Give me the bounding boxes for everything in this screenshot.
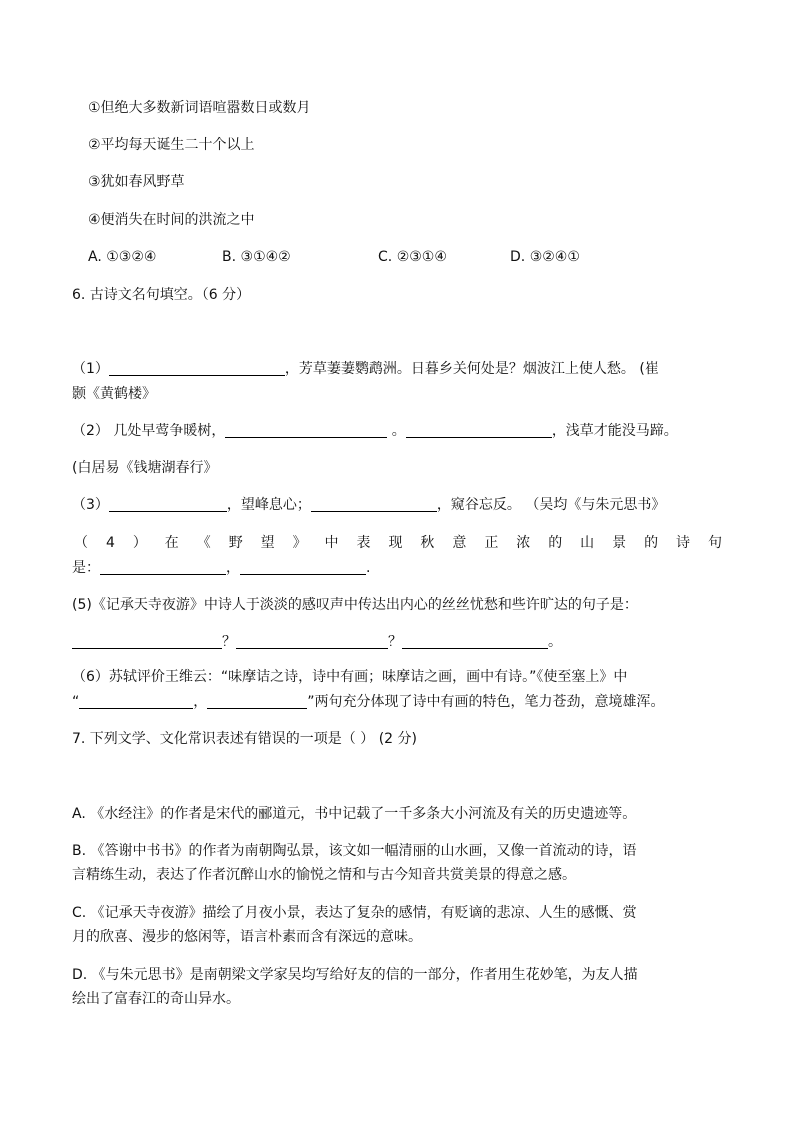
answer-blank[interactable] [72,632,222,649]
q5-option-d [510,247,580,267]
q6-char: 》 [292,535,307,551]
q6-text-5q2: ？ [388,634,402,650]
q6-char: 的 [644,535,659,551]
q5-option-b [222,247,291,267]
q6-line-1 [72,359,659,379]
option-text: ②③①④ [396,249,447,265]
q6-heading: 6. 古诗文名句填空。（6 分） [72,287,251,303]
q6-line-3 [72,495,665,515]
q6-text-2a: （2） 几处早莺争暖树， [72,423,226,439]
q5-item-4: ④便消失在时间的洪流之中 [88,212,255,228]
q6-char: 现 [388,535,403,551]
answer-blank[interactable] [236,632,388,649]
q7-option-b-line1: B. 《答谢中书书》的作者为南朝陶弘景，该文如一幅清丽的山水画，又像一首流动的诗，语 [72,843,637,859]
option-label: C. [378,249,393,265]
q6-char: 《 [196,535,211,551]
q6-char: 4 [105,535,115,551]
q7-heading: 7. 下列文学、文化常识表述有错误的一项是（ ） (2 分) [72,731,417,747]
answer-blank[interactable] [225,421,387,438]
q6-text-1: ，芳草萋萋鹦鹉洲。日暮乡关何处是？烟波江上使人愁。 (崔 [284,361,659,377]
q6-text-4b: 是： [72,560,100,576]
q6-text-6c: ， [193,694,208,710]
option-label: B. [222,249,237,265]
q6-char: 正 [484,535,499,551]
q6-char: 望 [260,535,275,551]
q6-text-2c: ，浅草才能没马蹄。 [551,423,678,439]
q6-text-2b: 。 [387,423,406,439]
q6-char: ） [132,535,147,551]
q6-text-6b: “ [72,694,80,710]
q5-item-3: ③犹如春风野草 [88,174,185,190]
q7-option-d-line2: 绘出了富春江的奇山异水。 [72,991,240,1007]
q7-option-d-line1: D. 《与朱元思书》是南朝梁文学家吴均写给好友的信的一部分，作者用生花妙笔，为友人描 [72,967,638,983]
q7-option-b-line2: 言精练生动，表达了作者沉醉山水的愉悦之情和与古今知音共赏美景的得意之感。 [72,867,576,883]
q6-text-6d: ”两句充分体现了诗中有画的特色，笔力苍劲，意境雄浑。 [307,694,665,710]
q6-line-2b: (白居易《钱塘湖春行》 [72,460,218,476]
q6-line-5: (5)《记承天寺夜游》中诗人于淡淡的感叹声中传达出内心的丝丝忧愁和些许旷达的句子是： [72,597,638,613]
answer-blank[interactable] [207,692,307,709]
answer-blank[interactable] [100,558,226,575]
q6-char: 景 [612,535,627,551]
q6-char: 浓 [516,535,531,551]
q6-char: 诗 [676,535,691,551]
q6-text-3b: ，望峰息心； [226,497,311,513]
q7-option-a: A. 《水经注》的作者是宋代的郦道元，书中记载了一千多条大小河流及有关的历史遗迹等。 [72,806,637,822]
q6-char: 秋 [420,535,435,551]
answer-blank[interactable] [406,421,552,438]
option-label: D. [510,249,526,265]
answer-blank[interactable] [240,558,366,575]
q6-line-6: （6）苏轼评价王维云：“味摩诘之诗，诗中有画；味摩诘之画，画中有诗。”《使至塞上》中 [72,669,628,685]
answer-blank[interactable] [402,632,548,649]
q6-line-6b [72,692,665,712]
q6-line-4b [72,558,370,578]
q5-option-a [88,247,156,267]
q6-char: 句 [707,535,722,551]
q6-text-5q1: ？ [222,634,236,650]
q5-item-1: ①但绝大多数新词语喧嚣数日或数月 [88,100,311,116]
answer-blank[interactable] [109,359,285,376]
q6-num-3: （3） [72,497,109,513]
q6-text-3c: ，窥谷忘反。 （吴均《与朱元思书》 [436,497,666,513]
q6-char: 意 [452,535,467,551]
q7-option-c-line1: C. 《记承天寺夜游》描绘了月夜小景，表达了复杂的感情，有贬谪的悲凉、人生的感慨、赏 [72,905,637,921]
q6-line-1b: 颢《黄鹤楼》 [72,386,156,402]
q6-char: 表 [356,535,371,551]
q5-option-c [378,247,447,267]
q6-char: 的 [548,535,563,551]
answer-blank[interactable] [79,692,193,709]
answer-blank[interactable] [311,495,437,512]
q7-option-c-line2: 月的欣喜、漫步的悠闲等，语言朴素而含有深远的意味。 [72,929,422,945]
q6-line-2 [72,421,678,441]
q6-text-4c: ， [226,560,240,576]
q6-text-5end: 。 [548,634,562,650]
q6-line-5b [72,632,562,652]
q6-line-4 [74,533,722,553]
option-text: ①③②④ [106,249,157,265]
q6-char: 在 [164,535,179,551]
q6-char: 山 [580,535,595,551]
answer-blank[interactable] [109,495,227,512]
option-label: A. [88,249,102,265]
option-text: ③①④② [240,249,291,265]
option-text: ③②④① [529,249,580,265]
q6-char: （ [74,535,88,551]
q5-item-2: ②平均每天诞生二十个以上 [88,137,255,153]
q6-char: 中 [324,535,339,551]
q6-text-4d: . [366,560,371,576]
q6-char: 野 [228,535,243,551]
q6-num-1: （1） [72,361,109,377]
